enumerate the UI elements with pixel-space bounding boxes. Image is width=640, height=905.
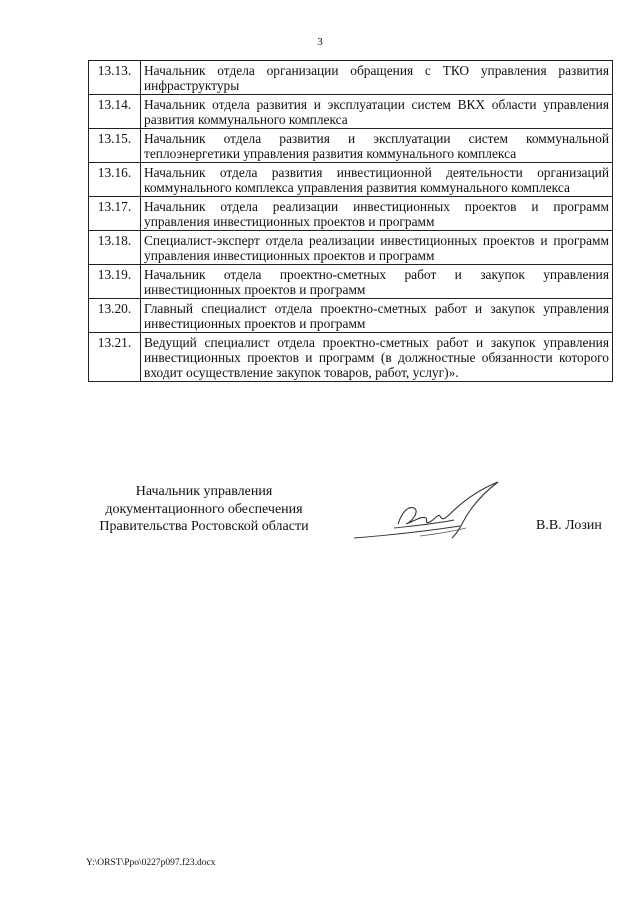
row-position-text: Начальник отдела развития и эксплуатации систем коммунальной теплоэнергетики управления развития коммунального комплекса [141,129,613,163]
row-position-text: Начальник отдела реализации инвестиционных проектов и программ управления инвестиционных проектов и программ [141,197,613,231]
row-position-text: Начальник отдела проектно-сметных работ и закупок управления инвестиционных проектов и программ [141,265,613,299]
signer-title-line: Правительства Ростовской области [99,519,309,534]
table-row [89,129,613,163]
table-row [89,163,613,197]
row-position-text: Главный специалист отдела проектно-сметных работ и закупок управления инвестиционных проектов и программ [141,299,613,333]
row-number: 13.20. [89,299,141,333]
row-number: 13.19. [89,265,141,299]
row-position-text: Ведущий специалист отдела проектно-сметных работ и закупок управления инвестиционных проектов и программ (в должностные обязанности которого входит осуществление закупок товаров, работ, услуг)». [141,333,613,382]
row-number: 13.16. [89,163,141,197]
row-number: 13.21. [89,333,141,382]
page-number: 3 [317,36,323,48]
table-row [89,231,613,265]
signer-title [90,483,318,536]
row-position-text: Специалист-эксперт отдела реализации инвестиционных проектов и программ управления инвестиционных проектов и программ [141,231,613,265]
row-number: 13.14. [89,95,141,129]
row-position-text: Начальник отдела развития инвестиционной деятельности организаций коммунального комплекса управления развития коммунального комплекса [141,163,613,197]
positions-table [88,60,613,382]
row-number: 13.18. [89,231,141,265]
table-row [89,265,613,299]
handwritten-signature [350,476,510,546]
table-row [89,197,613,231]
row-number: 13.13. [89,61,141,95]
table-row [89,333,613,382]
table-row [89,95,613,129]
row-position-text: Начальник отдела организации обращения с ТКО управления развития инфраструктуры [141,61,613,95]
file-path: Y:\ORST\Ppo\0227p097.f23.docx [86,858,216,868]
row-position-text: Начальник отдела развития и эксплуатации систем ВКХ области управления развития коммунального комплекса [141,95,613,129]
row-number: 13.17. [89,197,141,231]
table-row [89,61,613,95]
table-row [89,299,613,333]
row-number: 13.15. [89,129,141,163]
signer-title-line: документационного обеспечения [105,501,303,517]
signer-name: В.В. Лозин [536,518,602,533]
signer-title-line: Начальник управления [135,484,273,499]
